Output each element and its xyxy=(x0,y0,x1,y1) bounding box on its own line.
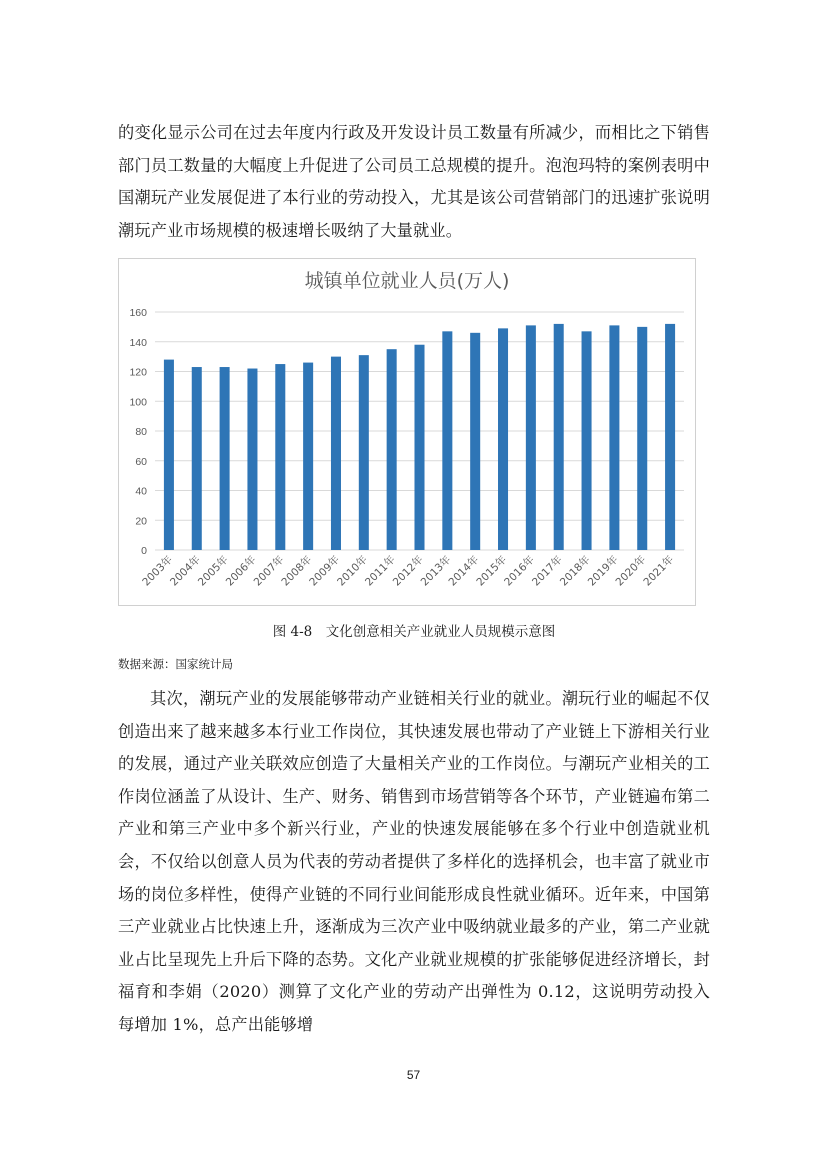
chart-canvas xyxy=(119,259,695,605)
x-tick-label: 2021年 xyxy=(641,553,677,589)
bar xyxy=(554,324,564,550)
x-tick-label: 2009年 xyxy=(307,553,343,589)
bar xyxy=(665,324,675,550)
bar xyxy=(387,349,397,550)
bar xyxy=(331,357,341,550)
x-tick-label: 2015年 xyxy=(474,553,510,589)
data-source: 数据来源：国家统计局 xyxy=(118,657,233,671)
y-tick-label: 100 xyxy=(129,396,147,409)
bar xyxy=(637,327,647,550)
y-tick-label: 40 xyxy=(135,485,147,498)
figure-caption: 图 4-8 文化创意相关产业就业人员规模示意图 xyxy=(272,624,556,640)
x-tick-label: 2016年 xyxy=(502,553,537,589)
y-tick-label: 160 xyxy=(129,307,147,319)
x-tick-label: 2011年 xyxy=(362,553,398,589)
bar xyxy=(275,364,285,550)
x-tick-label: 2003年 xyxy=(140,553,176,589)
y-tick-label: 60 xyxy=(135,455,147,468)
bar xyxy=(526,325,536,550)
x-tick-label: 2005年 xyxy=(195,553,231,589)
bar-chart xyxy=(118,258,696,606)
body-paragraph-1: 的变化显示公司在过去年度内行政及开发设计员工数量有所减少，而相比之下销售部门员工数量的大幅度上升促进了公司员工总规模的提升。泡泡玛特的案例表明中国潮玩产业发展促进了本行业的劳动投入，尤其是该公司营销部门的迅速扩张说明潮玩产业市场规模的极速增长吸纳了大量就业。 xyxy=(118,123,710,240)
bar xyxy=(414,345,424,550)
y-tick-label: 120 xyxy=(129,366,147,379)
bar xyxy=(192,367,202,550)
bar xyxy=(164,360,174,550)
bar xyxy=(303,363,313,550)
bar xyxy=(247,369,257,550)
bar xyxy=(442,331,452,550)
bar xyxy=(498,328,508,550)
y-tick-label: 140 xyxy=(129,336,147,349)
y-tick-label: 20 xyxy=(135,515,147,528)
x-tick-label: 2004年 xyxy=(168,553,203,589)
x-tick-label: 2013年 xyxy=(418,553,454,589)
body-paragraph-2: 其次，潮玩产业的发展能够带动产业链相关行业的就业。潮玩行业的崛起不仅创造出来了越来越多本行业工作岗位，其快速发展也带动了产业链上下游相关行业的发展，通过产业关联效应创造了大量相关产业的工作岗位。与潮玩产业相关的工作岗位涵盖了从设计、生产、财务、销售到市场营销等各个环节，产业链遍布第二产业和第三产业中多个新兴行业，产业的快速发展能够在多个行业中创造就业机会，不仅给以创意人员为代表的劳动者提供了多样化的选择机会，也丰富了就业市场的岗位多样性，使得产业链的不同行业间能形成良性就业循环。近年来，中国第三产业就业占比快速上升，逐渐成为三次产业中吸纳就业最多的产业，第二产业就业占比呈现先上升后下降的态势。文化产业就业规模的扩张能够促进经济增长，封福育和李娟（2020）测算了文化产业的劳动产出弹性为 0.12，这说明劳动投入每增加 1%，总产出能够增 xyxy=(118,689,710,1034)
bar xyxy=(470,333,480,550)
x-tick-label: 2020年 xyxy=(613,553,649,589)
x-tick-label: 2010年 xyxy=(335,553,370,589)
x-tick-label: 2008年 xyxy=(279,553,315,589)
bar xyxy=(582,331,592,550)
chart-title: 城镇单位就业人员(万人) xyxy=(304,270,510,292)
bar xyxy=(609,325,619,550)
page-number: 57 xyxy=(406,1068,421,1082)
x-tick-label: 2017年 xyxy=(530,553,565,589)
y-tick-label: 0 xyxy=(141,545,147,557)
x-tick-label: 2012年 xyxy=(390,553,426,589)
x-tick-label: 2006年 xyxy=(223,553,259,589)
y-tick-label: 80 xyxy=(135,426,147,438)
x-tick-label: 2014年 xyxy=(446,553,482,589)
x-tick-label: 2018年 xyxy=(557,553,593,589)
x-tick-label: 2007年 xyxy=(251,553,287,589)
bar xyxy=(359,355,369,550)
x-tick-label: 2019年 xyxy=(585,553,621,589)
bar xyxy=(220,367,230,550)
